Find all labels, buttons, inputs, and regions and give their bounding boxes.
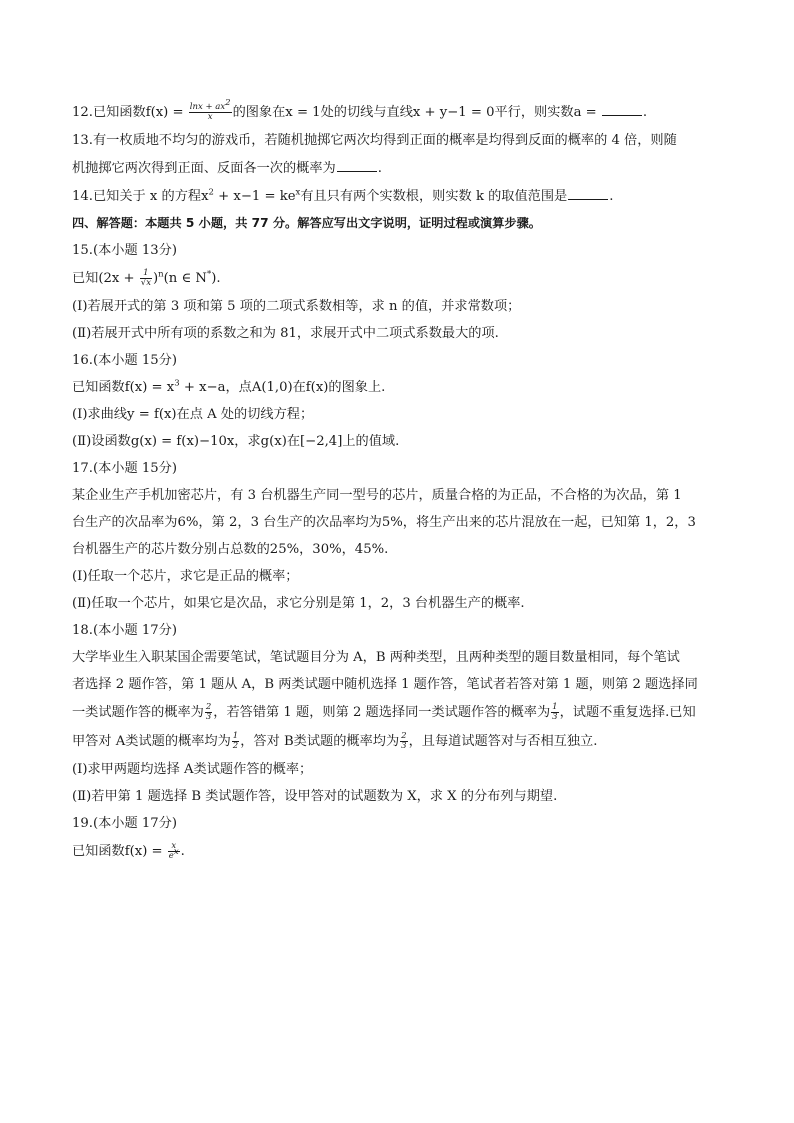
q18-fraction-2 bbox=[551, 703, 558, 722]
q12-frac-num: lnx + ax bbox=[189, 102, 226, 112]
q18-heading: 18.(本小题 17分) bbox=[72, 623, 177, 638]
q14-text-b: + x−1 = ke bbox=[213, 189, 296, 204]
q15-frac-den: √x bbox=[140, 278, 151, 288]
q18-line4-a: 甲答对 A类试题的概率均为 bbox=[72, 734, 231, 749]
q18-stem-line-2: 者选择 2 题作答，第 1 题从 A，B 两类试题中随机选择 1 题作答，笔试者若答对第 1 题，则第 2 题选择同 bbox=[72, 677, 698, 692]
q18-fraction-3 bbox=[232, 732, 239, 751]
q14-end: . bbox=[609, 189, 614, 204]
q12-frac-den: x bbox=[207, 112, 213, 122]
q15-fraction bbox=[140, 269, 152, 288]
q17-heading: 17.(本小题 15分) bbox=[72, 461, 177, 476]
q19-stem-a: 已知函数f(x) = bbox=[72, 844, 167, 859]
q16-part-1: (Ⅰ)求曲线y = f(x)在点 A 处的切线方程； bbox=[72, 407, 314, 422]
q18-frac2-den: 3 bbox=[552, 712, 558, 722]
q18-part-2: (Ⅱ)若甲第 1 题选择 B 类试题作答，设甲答对的试题数为 X，求 X 的分布列与期望. bbox=[72, 789, 558, 804]
exam-page bbox=[72, 100, 732, 861]
q17-part-1: (Ⅰ)任取一个芯片，求它是正品的概率； bbox=[72, 569, 299, 584]
q18-line3-b: ，若答错第 1 题，则第 2 题选择同一类试题作答的概率为 bbox=[213, 705, 551, 720]
q12-text-b: 的图象在x = 1处的切线与直线x + y−1 = 0平行，则实数a = bbox=[232, 105, 601, 120]
q16-stem-b: + x−a，点A(1,0)在f(x)的图象上. bbox=[179, 380, 386, 395]
q13-end: . bbox=[377, 161, 382, 176]
q18-stem-line-4 bbox=[72, 732, 732, 751]
q15-stem-b: ) bbox=[153, 271, 159, 286]
q17-stem-line-3: 台机器生产的芯片数分别占总数的25%，30%，45%. bbox=[72, 542, 389, 557]
q16-stem-a: 已知函数f(x) = x bbox=[72, 380, 175, 395]
q18-fraction-4 bbox=[400, 732, 407, 751]
q17-stem-line-1: 某企业生产手机加密芯片，有 3 台机器生产同一型号的芯片，质量合格的为正品，不合格的为次品，第 1 bbox=[72, 488, 682, 503]
q18-stem-line-1: 大学毕业生入职某国企需要笔试，笔试题目分为 A，B 两种类型，且两种类型的题目数量相同，每个笔试 bbox=[72, 650, 680, 665]
q17-part-2: (Ⅱ)任取一个芯片，如果它是次品，求它分别是第 1，2，3 台机器生产的概率. bbox=[72, 596, 525, 611]
q18-part-1: (Ⅰ)求甲两题均选择 A类试题作答的概率； bbox=[72, 762, 313, 777]
q18-frac3-den: 2 bbox=[232, 741, 239, 751]
q15-stem-d: ). bbox=[211, 271, 221, 286]
q15-sup-star: * bbox=[206, 269, 212, 280]
q17-stem-line-2: 台生产的次品率为6%，第 2，3 台生产的次品率均为5%，将生产出来的芯片混放在一起，已知第 1，2，3 bbox=[72, 515, 696, 530]
q18-frac1-num: 2 bbox=[205, 702, 212, 712]
question-13-line-2 bbox=[72, 159, 732, 177]
q14-sup-2: x bbox=[295, 187, 301, 198]
q18-frac4-den: 3 bbox=[401, 741, 407, 751]
q12-fraction bbox=[189, 98, 232, 122]
q18-frac1-den: 3 bbox=[205, 712, 212, 722]
q15-stem bbox=[72, 269, 732, 288]
q18-frac3-num: 1 bbox=[232, 731, 239, 741]
q15-heading: 15.(本小题 13分) bbox=[72, 243, 177, 258]
q19-fraction bbox=[168, 842, 180, 861]
q14-answer-blank[interactable] bbox=[568, 187, 608, 200]
q19-stem-b: . bbox=[180, 844, 185, 859]
question-14 bbox=[72, 187, 732, 205]
q18-line4-b: ，答对 B类试题的概率均为 bbox=[240, 734, 400, 749]
q15-stem-c: (n ∈ N bbox=[163, 271, 207, 286]
q15-sup-n: n bbox=[158, 269, 164, 280]
q12-frac-num-sup: 2 bbox=[225, 98, 231, 109]
q18-fraction-1 bbox=[205, 703, 212, 722]
q12-text-a: 12.已知函数f(x) = bbox=[72, 105, 188, 120]
q18-line3-c: ，试题不重复选择.已知 bbox=[559, 705, 696, 720]
q19-frac-den-sup: x bbox=[173, 847, 179, 858]
q15-frac-num: 1 bbox=[140, 269, 152, 279]
q15-part-2: (Ⅱ)若展开式中所有项的系数之和为 81，求展开式中二项式系数最大的项. bbox=[72, 326, 499, 341]
q14-sup-1: 2 bbox=[208, 187, 214, 198]
q14-text-a: 14.已知关于 x 的方程x bbox=[72, 189, 209, 204]
q18-line3-a: 一类试题作答的概率为 bbox=[72, 705, 204, 720]
q19-heading: 19.(本小题 17分) bbox=[72, 816, 177, 831]
q13-text: 机抛掷它两次得到正面、反面各一次的概率为 bbox=[72, 161, 336, 176]
question-13-line-1: 13.有一枚质地不均匀的游戏币，若随机抛掷它两次均得到正面的概率是均得到反面的概率的 4 倍，则随 bbox=[72, 133, 677, 148]
q16-sup: 3 bbox=[174, 378, 180, 389]
q19-frac-den bbox=[168, 847, 180, 861]
q18-line4-c: ，且每道试题答对与否相互独立. bbox=[408, 734, 598, 749]
question-12 bbox=[72, 98, 732, 122]
q13-answer-blank[interactable] bbox=[337, 159, 377, 172]
q16-stem bbox=[72, 379, 732, 396]
q15-stem-a: 已知(2x + bbox=[72, 271, 139, 286]
section-4-heading: 四、解答题：本题共 5 小题，共 77 分。解答应写出文字说明，证明过程或演算步骤。 bbox=[72, 216, 541, 230]
q16-heading: 16.(本小题 15分) bbox=[72, 353, 177, 368]
q12-end: . bbox=[642, 105, 648, 120]
q18-stem-line-3 bbox=[72, 703, 732, 722]
q19-stem bbox=[72, 842, 732, 861]
q16-part-2: (Ⅱ)设函数g(x) = f(x)−10x，求g(x)在[−2,4]上的值域. bbox=[72, 434, 400, 449]
q14-text-c: 有且只有两个实数根，则实数 k 的取值范围是 bbox=[300, 189, 568, 204]
q19-frac-den-base: e bbox=[168, 851, 174, 861]
q19-frac-num: x bbox=[168, 842, 180, 852]
q18-frac2-num: 1 bbox=[552, 702, 558, 712]
q15-part-1: (Ⅰ)若展开式的第 3 项和第 5 项的二项式系数相等，求 n 的值，并求常数项； bbox=[72, 299, 521, 314]
q12-answer-blank[interactable] bbox=[602, 103, 642, 116]
q18-frac4-num: 2 bbox=[401, 731, 407, 741]
